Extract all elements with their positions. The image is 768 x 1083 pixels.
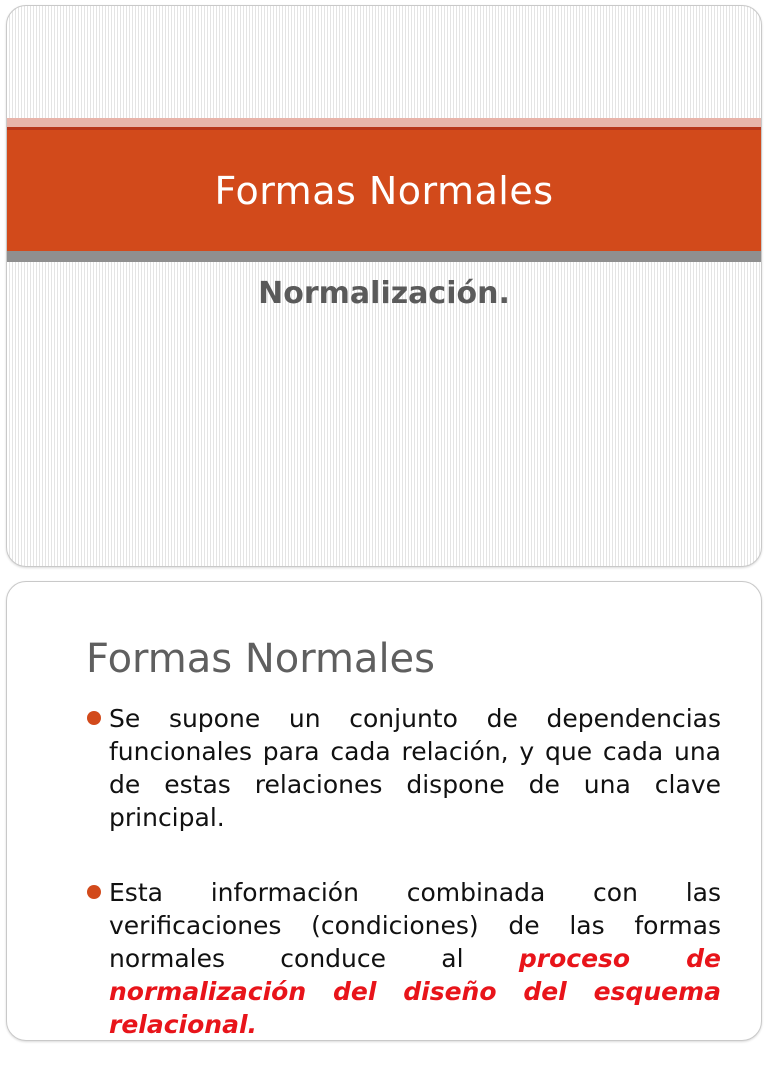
bullet-list	[87, 702, 721, 1083]
bullet-icon	[87, 711, 101, 725]
bullet-icon	[87, 885, 101, 899]
bullet-emphasis: proceso de normalización del diseño del esquema relacional.	[109, 944, 721, 1039]
title-band-bottom	[7, 251, 761, 262]
content-slide	[6, 581, 762, 1041]
slide-subtitle: Normalización.	[258, 276, 510, 311]
bullet-text: Se supone un conjunto de dependencias funcionales para cada relación, y que cada una de estas relaciones dispone de una clave principal.	[109, 704, 721, 832]
title-band-top	[7, 118, 761, 127]
slide-title: Formas Normales	[214, 168, 554, 213]
title-bar	[7, 130, 761, 251]
bullet-item	[87, 702, 721, 834]
content-slide-title: Formas Normales	[86, 636, 436, 682]
title-slide	[6, 5, 762, 567]
bullet-text: Esta información combinada con las verificaciones (condiciones) de las formas normales conduce al	[109, 878, 721, 973]
bullet-item	[87, 876, 721, 1041]
